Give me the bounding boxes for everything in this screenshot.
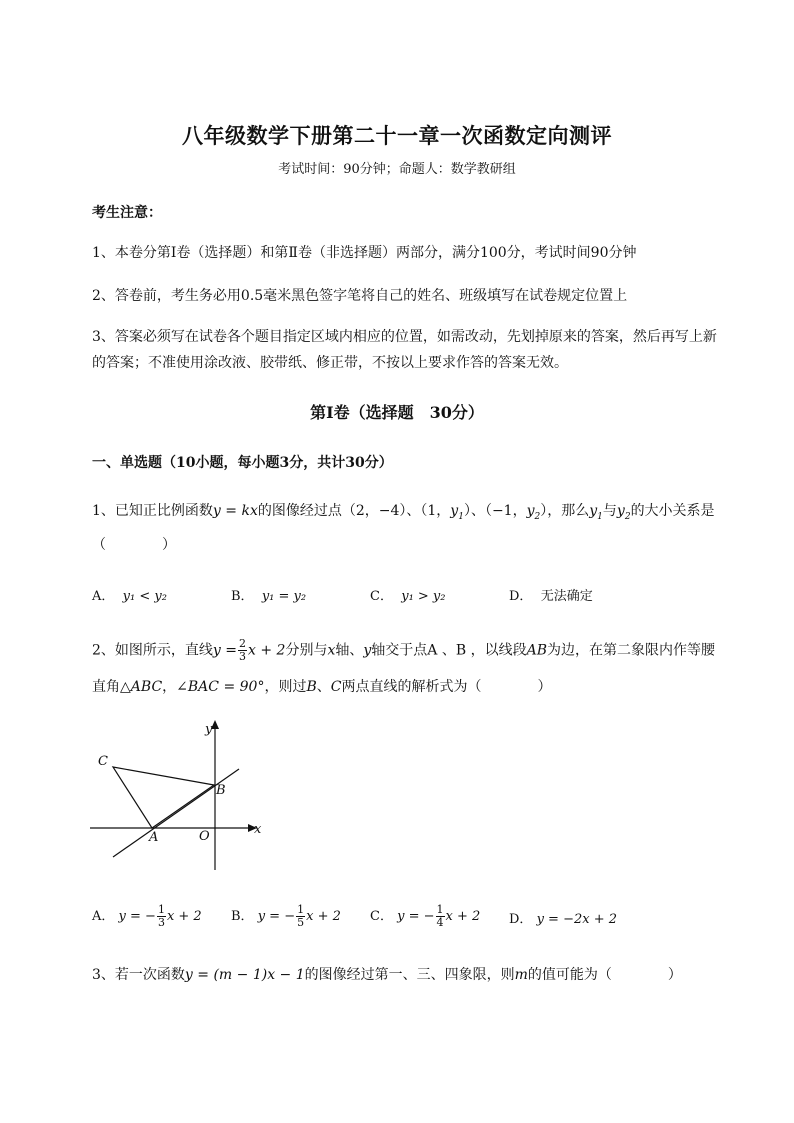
question-1-stem: 1、已知正比例函数y = kx的图像经过点（2，−4）、（1，$y_1$）、（−1，$y_2$），那么$y_1$与$y_2$的大小关系是 xyxy=(92,503,715,522)
notice-item-3: 3、答案必须写在试卷各个题目指定区域内相应的位置，如需改动，先划掉原来的答案，然后再写上新 xyxy=(92,329,717,345)
q1-option-a: A． y₁ < y₂ xyxy=(92,589,167,604)
question-2-stem-cont: 直角△ABC，∠BAC = 90°，则过B、C两点直线的解析式为（ ） xyxy=(92,679,552,695)
q2-fraction: $\frac{2}{3}$ xyxy=(239,637,247,663)
label-x: x xyxy=(254,822,262,837)
label-o: O xyxy=(199,829,210,844)
q1-option-c: C． y₁ > y₂ xyxy=(370,589,446,604)
question-2-stem: 2、如图所示，直线y = $\frac{2}{3}$ x + 2分别与x轴、y轴交于点A 、B ，以线段AB为边，在第二象限内作等腰 xyxy=(92,637,715,663)
part-heading: 一、单选题（10小题，每小题3分，共计30分） xyxy=(92,455,393,471)
notice-heading: 考生注意： xyxy=(92,205,162,221)
label-c: C xyxy=(98,754,108,769)
q2-option-a: A． y = − $\frac{1}{3}$ x + 2 xyxy=(92,903,202,929)
question-3-stem: 3、若一次函数y = (m − 1)x − 1的图像经过第一、三、四象限，则m的值可能为（ ） xyxy=(92,967,682,983)
q2-option-b: B． y = − $\frac{1}{5}$ x + 2 xyxy=(231,903,341,929)
notice-item-3-cont: 的答案；不准使用涂改液、胶带纸、修正带，不按以上要求作答的答案无效。 xyxy=(92,355,568,371)
q1-option-d: D． 无法确定 xyxy=(509,589,593,604)
section-title: 第I卷（选择题 30分） xyxy=(310,403,484,422)
notice-item-1: 1、本卷分第I卷（选择题）和第Ⅱ卷（非选择题）两部分，满分100分，考试时间90分钟 xyxy=(92,245,637,261)
q2-figure xyxy=(85,715,285,875)
label-a: A xyxy=(149,830,159,845)
q2-option-c: C． y = − $\frac{1}{4}$ x + 2 xyxy=(370,903,481,929)
label-y: y xyxy=(205,722,213,737)
q2-option-d: D． y = −2x + 2 xyxy=(509,912,618,927)
notice-item-2: 2、答卷前，考生务必用0.5毫米黑色签字笔将自己的姓名、班级填写在试卷规定位置上 xyxy=(92,288,628,304)
label-b: B xyxy=(216,783,226,798)
question-1-paren: （ ） xyxy=(92,537,176,553)
page-title: 八年级数学下册第二十一章一次函数定向测评 xyxy=(182,123,612,148)
exam-info: 考试时间：90分钟；命题人：数学教研组 xyxy=(278,162,516,177)
q1-option-b: B． y₁ = y₂ xyxy=(231,589,307,604)
